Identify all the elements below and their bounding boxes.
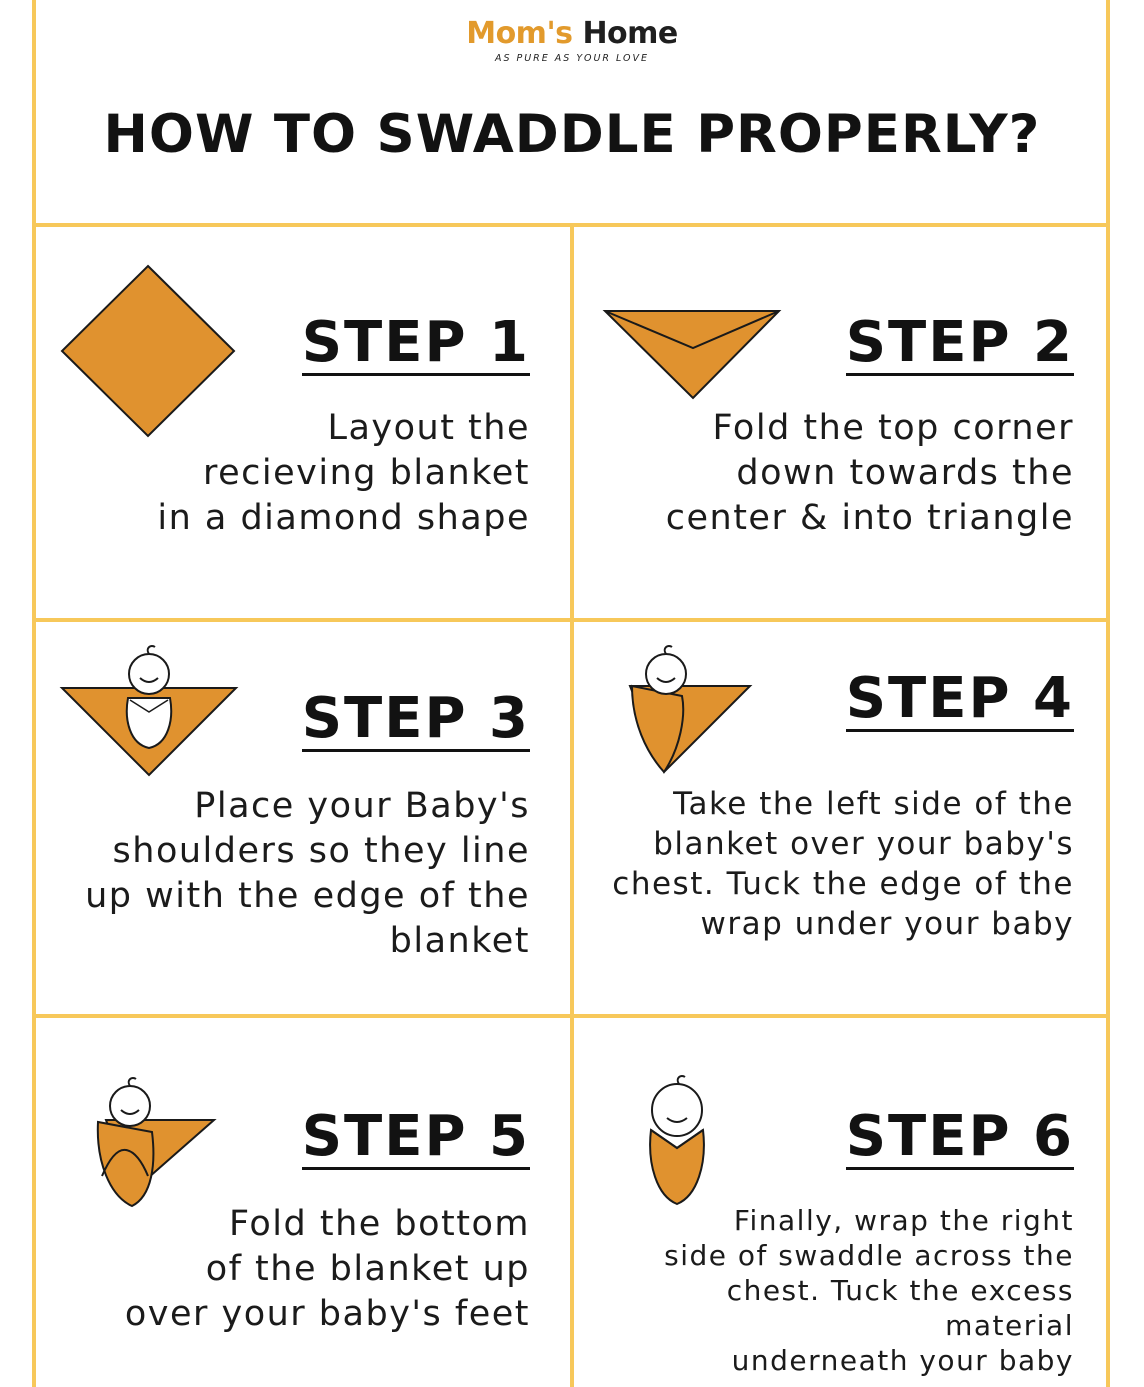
swaddled-baby-icon [645, 1072, 711, 1208]
step-1-heading: STEP 1 [301, 310, 530, 375]
brand-tagline: AS PURE AS YOUR LOVE [494, 53, 650, 64]
step-5-description: Fold the bottom of the blanket up over your baby's feet [124, 1204, 530, 1334]
brand-logo [0, 16, 1144, 64]
page-title: HOW TO SWADDLE PROPERLY? [103, 104, 1041, 165]
brand-name-moms: Mom's [466, 16, 573, 51]
step-3-description: Place your Baby's shoulders so they line up with the edge of the blanket [85, 786, 530, 961]
step-4-description: Take the left side of the blanket over your baby's chest. Tuck the edge of the wrap under your baby [612, 786, 1074, 942]
brand-name-home: Home [582, 16, 678, 51]
column-divider [570, 224, 574, 1387]
step-6-description: Finally, wrap the right side of swaddle across the chest. Tuck the excess material underneath your baby [664, 1204, 1074, 1377]
left-fold-icon [628, 640, 754, 776]
baby-on-blanket-icon [60, 640, 238, 778]
step-5-heading: STEP 5 [301, 1104, 530, 1169]
bottom-fold-icon [92, 1072, 218, 1210]
triangle-blanket-icon [603, 308, 781, 400]
step-4-heading: STEP 4 [845, 666, 1074, 731]
step-6-heading: STEP 6 [845, 1104, 1074, 1169]
step-1-description: Layout the recieving blanket in a diamond shape [157, 408, 530, 538]
step-3-heading: STEP 3 [301, 686, 530, 751]
step-2-heading: STEP 2 [845, 310, 1074, 375]
step-2-description: Fold the top corner down towards the center & into triangle [665, 408, 1074, 538]
